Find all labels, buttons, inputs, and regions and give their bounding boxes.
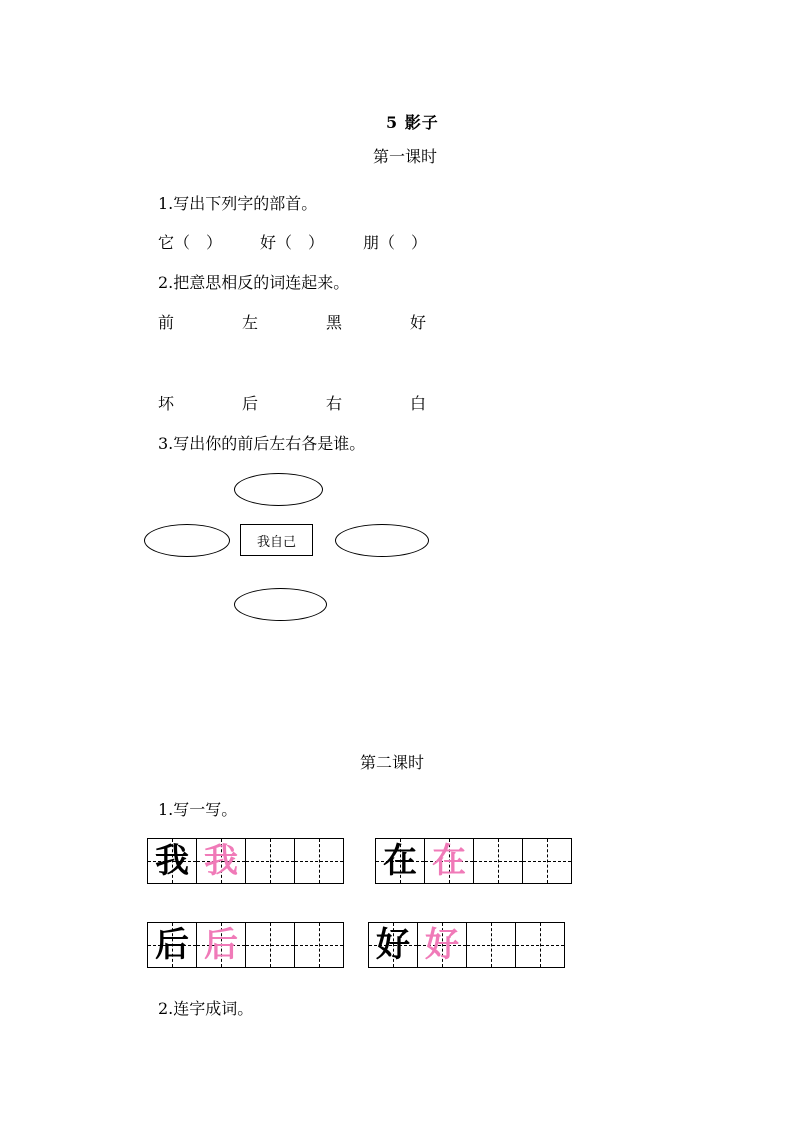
writing-grid-zai: [375, 838, 572, 884]
right-answer-oval[interactable]: [335, 524, 429, 557]
practice-cell[interactable]: [474, 839, 523, 883]
antonym-word-bottom: 后: [242, 394, 259, 413]
writing-grid-hou: [147, 922, 344, 968]
self-box: [240, 524, 313, 556]
model-character: 我: [155, 841, 189, 881]
model-cell: [376, 839, 425, 883]
antonym-word-top: 黑: [326, 313, 343, 332]
writing-prompt: 1.写一写。: [158, 800, 238, 819]
self-label: 我自己: [256, 534, 296, 550]
radical-item: 它（ ）: [158, 233, 223, 252]
antonym-word-top: 好: [410, 313, 427, 332]
antonym-word-bottom: 坏: [158, 394, 175, 413]
period2-heading: 第二课时: [360, 753, 425, 772]
practice-cell[interactable]: [516, 923, 565, 967]
trace-cell: [197, 839, 246, 883]
practice-cell[interactable]: [295, 923, 344, 967]
radical-item: 好（ ）: [260, 233, 325, 252]
practice-cell[interactable]: [295, 839, 344, 883]
model-character: 在: [383, 841, 417, 881]
trace-cell: [197, 923, 246, 967]
model-character: 好: [376, 925, 410, 965]
word-building-prompt: 2.连字成词。: [158, 999, 254, 1018]
trace-character: 好: [425, 925, 459, 965]
practice-cell[interactable]: [246, 839, 295, 883]
writing-grid-hao: [368, 922, 565, 968]
period1-heading: 第一课时: [373, 147, 438, 166]
lesson-title: 5 影子: [386, 113, 439, 132]
trace-character: 后: [204, 925, 238, 965]
radical-item: 朋（ ）: [363, 233, 428, 252]
practice-cell[interactable]: [523, 839, 572, 883]
trace-cell: [418, 923, 467, 967]
model-cell: [148, 839, 197, 883]
left-answer-oval[interactable]: [144, 524, 230, 557]
trace-character: 我: [204, 841, 238, 881]
trace-cell: [425, 839, 474, 883]
model-character: 后: [155, 925, 189, 965]
model-cell: [148, 923, 197, 967]
practice-cell[interactable]: [246, 923, 295, 967]
back-answer-oval[interactable]: [234, 588, 327, 621]
writing-grid-wo: [147, 838, 344, 884]
trace-character: 在: [432, 841, 466, 881]
antonym-word-bottom: 白: [410, 394, 427, 413]
front-answer-oval[interactable]: [234, 473, 323, 506]
practice-cell[interactable]: [467, 923, 516, 967]
q3-prompt: 3.写出你的前后左右各是谁。: [158, 434, 366, 453]
model-cell: [369, 923, 418, 967]
antonym-word-top: 前: [158, 313, 175, 332]
q2-prompt: 2.把意思相反的词连起来。: [158, 273, 350, 292]
q1-prompt: 1.写出下列字的部首。: [158, 194, 318, 213]
antonym-word-bottom: 右: [326, 394, 343, 413]
antonym-word-top: 左: [242, 313, 259, 332]
